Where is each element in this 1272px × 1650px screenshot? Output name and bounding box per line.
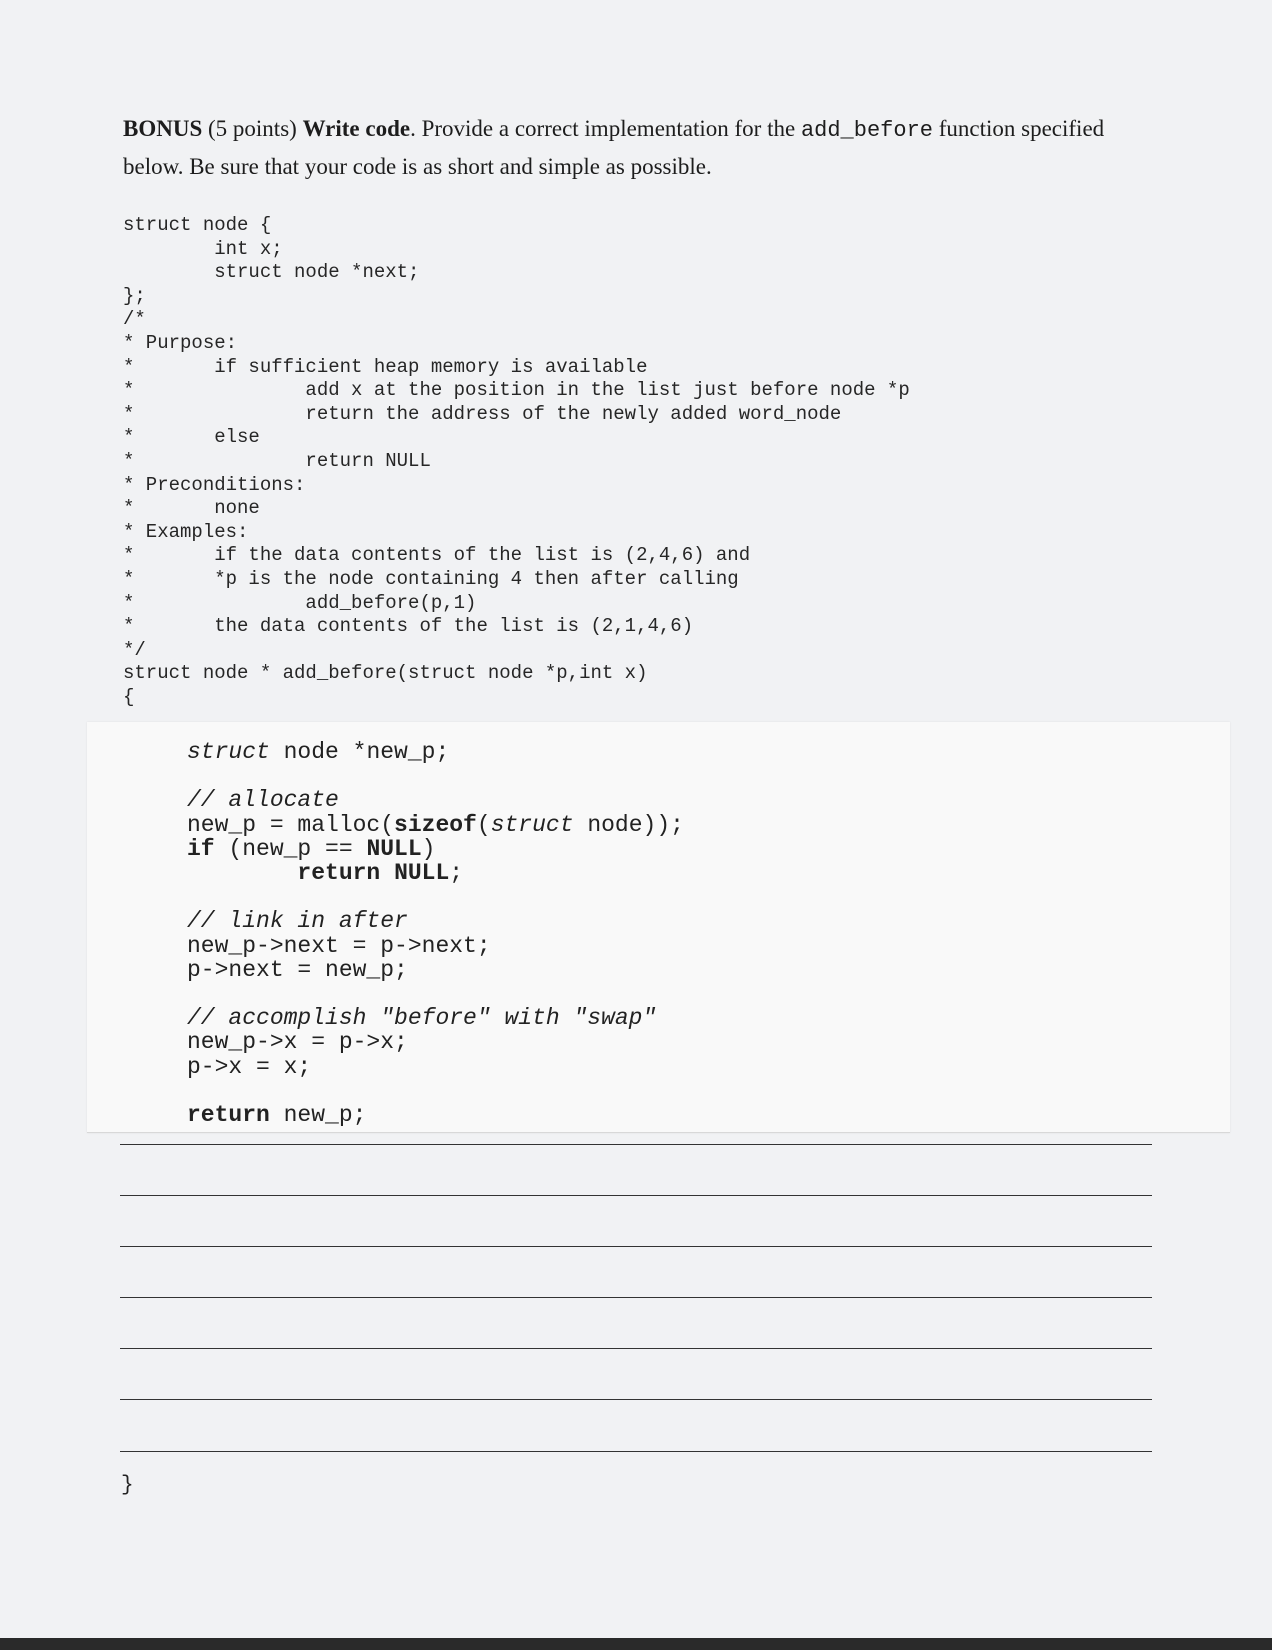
code-text: ;: [449, 860, 464, 887]
code-line: struct node {: [123, 214, 272, 236]
code-line: * the data contents of the list is (2,1,4,6): [123, 615, 694, 638]
code-line: * return the address of the newly added word_node: [123, 402, 842, 425]
points-label: (5 points): [202, 116, 303, 141]
code-line: * if the data contents of the list is (2,4,6) and: [123, 544, 751, 567]
code-line: */: [123, 638, 146, 661]
code-specification: [123, 214, 910, 709]
code-line: * if sufficient heap memory is available: [123, 355, 648, 378]
code-text: (new_p ==: [214, 835, 367, 862]
function-name: add_before: [800, 118, 933, 143]
code-line: * add_before(p,1): [123, 591, 477, 614]
keyword-struct: struct: [490, 811, 574, 838]
code-line: * Purpose:: [123, 331, 238, 354]
answer-code: [187, 740, 684, 1127]
task-label: Write code: [302, 116, 411, 141]
keyword-struct: struct: [187, 739, 270, 765]
code-text: p->x = x;: [187, 1053, 312, 1080]
code-text: ): [421, 835, 436, 862]
code-line: struct node * add_before(struct node *p,int x): [123, 662, 648, 685]
code-line: };: [123, 284, 146, 307]
comment-link: // link in after: [187, 908, 408, 935]
keyword-null: NULL: [366, 835, 422, 862]
closing-brace: }: [121, 1474, 134, 1497]
code-text: new_p;: [269, 1102, 367, 1129]
answer-line: [120, 1246, 1152, 1247]
code-line: * Preconditions:: [123, 473, 306, 496]
code-text: new_p = malloc(: [187, 811, 395, 838]
code-text: node));: [573, 811, 684, 838]
code-line: * else: [123, 426, 260, 449]
answer-overlay: [87, 722, 1230, 1133]
keyword-null: NULL: [394, 860, 450, 887]
code-text: new_p->x = p->x;: [187, 1029, 408, 1056]
keyword-if: if: [187, 835, 215, 862]
code-line: * add x at the position in the list just before node *p: [123, 379, 910, 402]
prompt-text-1: . Provide a correct implementation for the: [410, 116, 801, 141]
code-line: * *p is the node containing 4 then after calling: [123, 567, 739, 590]
bonus-label: BONUS: [123, 116, 203, 141]
answer-line: [120, 1144, 1152, 1145]
code-text: (: [476, 811, 491, 838]
comment-swap: // accomplish "before" with "swap": [187, 1005, 657, 1032]
question-prompt: [123, 111, 1133, 185]
comment-allocate: // allocate: [187, 787, 339, 814]
scan-edge: [0, 1638, 1272, 1650]
code-line: int x;: [123, 237, 283, 260]
code-text: p->next = new_p;: [187, 956, 408, 983]
code-line: {: [123, 685, 135, 708]
answer-line: [120, 1297, 1152, 1298]
prompt-text-2: function specified below. Be sure that your code is as short and simple as possible.: [123, 116, 1105, 179]
code-line: * none: [123, 497, 260, 520]
code-line: * return NULL: [123, 449, 431, 472]
answer-line: [120, 1348, 1152, 1349]
answer-line: [120, 1451, 1152, 1452]
answer-line: [120, 1399, 1152, 1400]
keyword-return: return: [297, 860, 381, 887]
code-line: * Examples:: [123, 520, 249, 543]
code-line: /*: [123, 308, 146, 331]
answer-line: [120, 1195, 1152, 1196]
code-text: new_p->next = p->next;: [187, 932, 491, 959]
keyword-sizeof: sizeof: [394, 811, 477, 838]
code-line: struct node *next;: [123, 261, 420, 284]
code-text: node *new_p;: [269, 739, 450, 765]
keyword-return: return: [187, 1102, 270, 1129]
